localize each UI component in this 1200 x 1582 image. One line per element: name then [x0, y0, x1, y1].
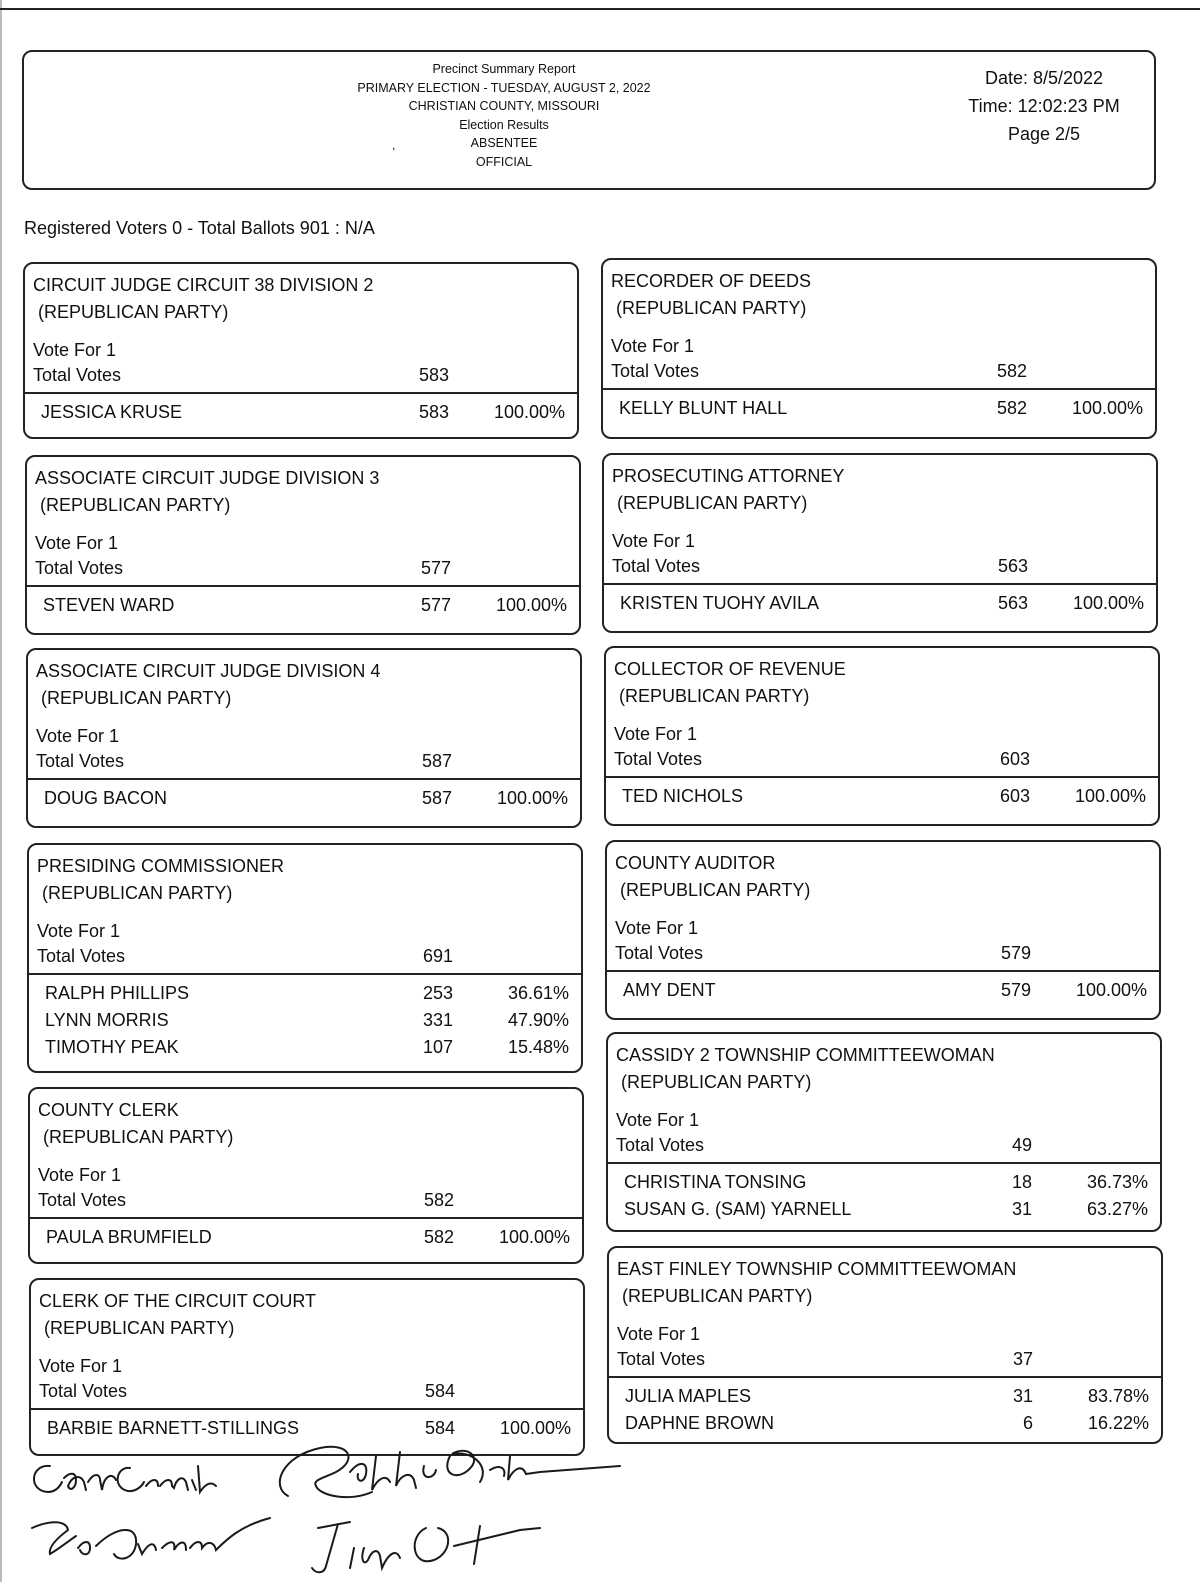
race-party: (REPUBLICAN PARTY) — [621, 1072, 812, 1092]
signature-2 — [280, 1447, 620, 1497]
candidate-percent: 100.00% — [496, 788, 568, 808]
candidate-list — [29, 983, 581, 1064]
candidate-row — [29, 1037, 581, 1064]
race-divider — [29, 973, 581, 975]
candidate-percent: 15.48% — [507, 1037, 569, 1057]
vote-for-label: Vote For 1 — [616, 1110, 700, 1130]
candidate-row — [28, 788, 580, 815]
ballot-type: ABSENTEE — [470, 136, 538, 150]
total-votes-value: 563 — [997, 556, 1028, 576]
candidate-name: JULIA MAPLES — [625, 1386, 752, 1406]
race-party: (REPUBLICAN PARTY) — [40, 495, 231, 515]
total-votes-label: Total Votes — [614, 749, 703, 769]
total-votes-label: Total Votes — [616, 1135, 705, 1155]
candidate-name: DAPHNE BROWN — [625, 1413, 775, 1433]
total-votes-label: Total Votes — [617, 1349, 706, 1369]
candidate-row — [25, 402, 577, 429]
candidate-votes: 582 — [996, 398, 1027, 418]
candidate-name: STEVEN WARD — [43, 595, 175, 615]
race-party: (REPUBLICAN PARTY) — [41, 688, 232, 708]
race-divider — [604, 583, 1156, 585]
race-party: (REPUBLICAN PARTY) — [620, 880, 811, 900]
candidate-votes: 583 — [418, 402, 449, 422]
candidate-percent: 83.78% — [1087, 1386, 1149, 1406]
race-box — [29, 1278, 585, 1456]
total-votes-value: 691 — [422, 946, 453, 966]
total-votes-value: 603 — [999, 749, 1030, 769]
race-divider — [31, 1408, 583, 1410]
report-title: Precinct Summary Report — [432, 62, 576, 76]
race-party: (REPUBLICAN PARTY) — [42, 883, 233, 903]
vote-for-label: Vote For 1 — [37, 921, 121, 941]
race-header — [611, 268, 811, 322]
candidate-list — [27, 595, 579, 622]
race-title: ASSOCIATE CIRCUIT JUDGE DIVISION 3 — [35, 468, 380, 488]
vote-for-label: Vote For 1 — [617, 1324, 701, 1344]
total-votes-label: Total Votes — [611, 361, 700, 381]
race-box — [25, 455, 581, 635]
race-title: PROSECUTING ATTORNEY — [612, 466, 845, 486]
race-header — [33, 272, 373, 326]
candidate-row — [27, 595, 579, 622]
race-divider — [607, 970, 1159, 972]
vote-for-label: Vote For 1 — [35, 533, 119, 553]
race-divider — [603, 388, 1155, 390]
vote-for-label: Vote For 1 — [39, 1356, 123, 1376]
candidate-row — [29, 1010, 581, 1037]
vote-for-label: Vote For 1 — [615, 918, 699, 938]
candidate-percent: 36.73% — [1086, 1172, 1148, 1192]
candidate-percent: 100.00% — [495, 595, 567, 615]
candidate-row — [609, 1386, 1161, 1413]
candidate-name: CHRISTINA TONSING — [624, 1172, 807, 1192]
total-votes-value: 582 — [423, 1190, 454, 1210]
total-votes-value: 587 — [421, 751, 452, 771]
results-label: Election Results — [459, 117, 549, 132]
signature-4 — [312, 1522, 540, 1572]
total-votes-value: 49 — [1011, 1135, 1032, 1155]
candidate-votes: 582 — [423, 1227, 454, 1247]
race-party: (REPUBLICAN PARTY) — [622, 1286, 813, 1306]
race-box — [607, 1246, 1163, 1444]
candidate-votes: 579 — [1000, 980, 1031, 1000]
report-header — [22, 50, 1156, 190]
candidate-list — [609, 1386, 1161, 1440]
candidate-name: RALPH PHILLIPS — [45, 983, 190, 1003]
race-title: EAST FINLEY TOWNSHIP COMMITTEEWOMAN — [617, 1259, 1017, 1279]
candidate-percent: 100.00% — [499, 1418, 571, 1438]
candidate-name: TED NICHOLS — [622, 786, 744, 806]
candidate-row — [608, 1199, 1160, 1226]
report-date: Date: 8/5/2022 — [984, 68, 1104, 88]
race-box — [601, 258, 1157, 439]
candidate-votes: 107 — [422, 1037, 453, 1057]
vote-for-label: Vote For 1 — [612, 531, 696, 551]
election-name: PRIMARY ELECTION - TUESDAY, AUGUST 2, 2022 — [357, 80, 651, 95]
candidate-row — [608, 1172, 1160, 1199]
candidate-list — [608, 1172, 1160, 1226]
candidate-votes: 253 — [422, 983, 453, 1003]
race-party: (REPUBLICAN PARTY) — [616, 298, 807, 318]
race-divider — [27, 585, 579, 587]
candidate-list — [603, 398, 1155, 425]
candidate-row — [606, 786, 1158, 813]
candidate-votes: 577 — [420, 595, 451, 615]
race-divider — [28, 778, 580, 780]
candidate-row — [607, 980, 1159, 1007]
race-party: (REPUBLICAN PARTY) — [38, 302, 229, 322]
vote-for-label: Vote For 1 — [33, 340, 117, 360]
total-votes-value: 582 — [996, 361, 1027, 381]
candidate-name: SUSAN G. (SAM) YARNELL — [624, 1199, 852, 1219]
race-box — [606, 1032, 1162, 1232]
top-rule — [0, 8, 1200, 10]
candidate-name: KELLY BLUNT HALL — [619, 398, 788, 418]
race-header — [39, 1288, 316, 1342]
total-votes-label: Total Votes — [35, 558, 124, 578]
candidate-percent: 100.00% — [493, 402, 565, 422]
candidate-name: LYNN MORRIS — [45, 1010, 169, 1030]
race-divider — [30, 1217, 582, 1219]
race-party: (REPUBLICAN PARTY) — [44, 1318, 235, 1338]
candidate-votes: 31 — [1012, 1386, 1033, 1406]
candidate-row — [603, 398, 1155, 425]
stray-mark: , — [392, 138, 396, 152]
vote-for-label: Vote For 1 — [36, 726, 120, 746]
race-divider — [25, 392, 577, 394]
total-votes-label: Total Votes — [38, 1190, 127, 1210]
candidate-votes: 603 — [999, 786, 1030, 806]
report-time: Time: 12:02:23 PM — [968, 96, 1120, 116]
race-header — [617, 1256, 1016, 1310]
race-box — [23, 262, 579, 439]
candidate-list — [606, 786, 1158, 813]
total-votes-value: 583 — [418, 365, 449, 385]
candidate-row — [609, 1413, 1161, 1440]
race-header — [36, 658, 380, 712]
race-title: CLERK OF THE CIRCUIT COURT — [39, 1291, 317, 1311]
candidate-percent: 47.90% — [507, 1010, 569, 1030]
race-box — [26, 648, 582, 828]
total-votes-label: Total Votes — [39, 1381, 128, 1401]
race-title: CASSIDY 2 TOWNSHIP COMMITTEEWOMAN — [616, 1045, 995, 1065]
race-title: COLLECTOR OF REVENUE — [614, 659, 846, 679]
total-votes-label: Total Votes — [612, 556, 701, 576]
total-votes-value: 37 — [1012, 1349, 1033, 1369]
candidate-votes: 563 — [997, 593, 1028, 613]
registered-voters-summary: Registered Voters 0 - Total Ballots 901 : N/A — [24, 218, 375, 238]
candidate-name: AMY DENT — [623, 980, 716, 1000]
race-party: (REPUBLICAN PARTY) — [617, 493, 808, 513]
county-name: CHRISTIAN COUNTY, MISSOURI — [408, 99, 600, 113]
race-divider — [608, 1162, 1160, 1164]
candidate-percent: 100.00% — [1071, 398, 1143, 418]
total-votes-label: Total Votes — [37, 946, 126, 966]
candidate-votes: 587 — [421, 788, 452, 808]
candidate-percent: 36.61% — [507, 983, 569, 1003]
candidate-list — [30, 1227, 582, 1254]
candidate-percent: 100.00% — [1075, 980, 1147, 1000]
candidate-percent: 63.27% — [1086, 1199, 1148, 1219]
scan-edge — [0, 0, 2, 1582]
race-header — [612, 463, 844, 517]
race-divider — [609, 1376, 1161, 1378]
race-title: PRESIDING COMMISSIONER — [37, 856, 285, 876]
candidate-row — [29, 983, 581, 1010]
signatures — [20, 1436, 640, 1582]
race-header — [38, 1097, 233, 1151]
race-header — [35, 465, 379, 519]
race-header — [614, 656, 846, 710]
candidate-votes: 31 — [1011, 1199, 1032, 1219]
candidate-name: BARBIE BARNETT-STILLINGS — [47, 1418, 300, 1438]
candidate-list — [25, 402, 577, 429]
candidate-row — [604, 593, 1156, 620]
race-box — [604, 646, 1160, 826]
candidate-name: KRISTEN TUOHY AVILA — [620, 593, 820, 613]
race-title: CIRCUIT JUDGE CIRCUIT 38 DIVISION 2 — [33, 275, 374, 295]
candidate-name: DOUG BACON — [44, 788, 168, 808]
total-votes-value: 577 — [420, 558, 451, 578]
candidate-percent: 100.00% — [1074, 786, 1146, 806]
candidate-name: JESSICA KRUSE — [41, 402, 183, 422]
candidate-percent: 100.00% — [498, 1227, 570, 1247]
race-party: (REPUBLICAN PARTY) — [43, 1127, 234, 1147]
race-header — [616, 1042, 995, 1096]
candidate-name: TIMOTHY PEAK — [45, 1037, 179, 1057]
vote-for-label: Vote For 1 — [38, 1165, 122, 1185]
race-title: ASSOCIATE CIRCUIT JUDGE DIVISION 4 — [36, 661, 381, 681]
vote-for-label: Vote For 1 — [614, 724, 698, 744]
signature-3 — [32, 1518, 270, 1559]
candidate-percent: 100.00% — [1072, 593, 1144, 613]
race-title: COUNTY AUDITOR — [615, 853, 776, 873]
total-votes-label: Total Votes — [33, 365, 122, 385]
signature-1 — [34, 1466, 216, 1492]
race-header — [37, 853, 284, 907]
candidate-votes: 584 — [424, 1418, 455, 1438]
race-title: COUNTY CLERK — [38, 1100, 179, 1120]
total-votes-value: 584 — [424, 1381, 455, 1401]
total-votes-label: Total Votes — [36, 751, 125, 771]
page-number: Page 2/5 — [1007, 124, 1081, 144]
race-party: (REPUBLICAN PARTY) — [619, 686, 810, 706]
race-box — [605, 840, 1161, 1020]
race-divider — [606, 776, 1158, 778]
race-box — [602, 453, 1158, 633]
race-header — [615, 850, 810, 904]
official-label: OFFICIAL — [475, 154, 533, 169]
report-title-block — [294, 60, 714, 171]
candidate-list — [28, 788, 580, 815]
candidate-list — [604, 593, 1156, 620]
race-box — [28, 1087, 584, 1264]
candidate-votes: 6 — [1022, 1413, 1033, 1433]
candidate-percent: 16.22% — [1087, 1413, 1149, 1433]
candidate-row — [30, 1227, 582, 1254]
candidate-votes: 18 — [1011, 1172, 1032, 1192]
total-votes-value: 579 — [1000, 943, 1031, 963]
candidate-list — [607, 980, 1159, 1007]
vote-for-label: Vote For 1 — [611, 336, 695, 356]
candidate-votes: 331 — [422, 1010, 453, 1030]
candidate-name: PAULA BRUMFIELD — [46, 1227, 212, 1247]
race-box — [27, 843, 583, 1073]
total-votes-label: Total Votes — [615, 943, 704, 963]
race-title: RECORDER OF DEEDS — [611, 271, 812, 291]
report-meta — [944, 64, 1144, 148]
